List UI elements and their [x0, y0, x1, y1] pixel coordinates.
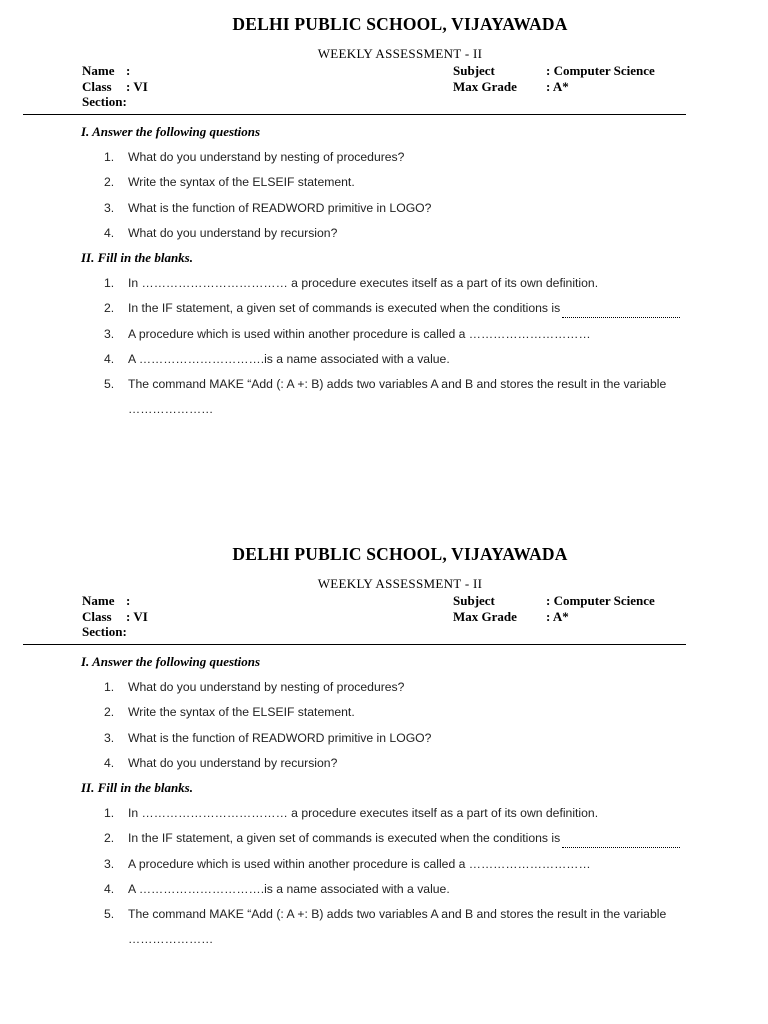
question-text: Write the syntax of the ELSEIF statement. — [128, 705, 355, 720]
subject-row — [453, 63, 655, 79]
grade-label: Max Grade — [453, 608, 517, 624]
class-label: Class — [82, 608, 112, 624]
student-info — [82, 63, 148, 110]
subject-label: Subject — [453, 63, 495, 78]
item-number: 2. — [104, 301, 115, 316]
school-title: DELHI PUBLIC SCHOOL, VIJAYAWADA — [232, 544, 568, 564]
name-row — [82, 63, 148, 79]
section-2-title: II. Fill in the blanks. — [81, 250, 193, 265]
subject-value: : Computer Science — [546, 593, 655, 608]
list-item — [0, 326, 768, 351]
name-label: Name — [82, 593, 115, 608]
question-text: The command MAKE “Add (: A +: B) adds two variables A and B and stores the result in the variable ………………… — [128, 377, 667, 417]
section-1-title: I. Answer the following questions — [81, 124, 261, 139]
grade-label: Max Grade — [453, 78, 517, 94]
assessment-sheet-2 — [0, 530, 768, 1000]
question-text: Write the syntax of the ELSEIF statement. — [128, 175, 355, 190]
list-item — [0, 225, 768, 250]
answer-questions-list — [0, 149, 768, 250]
question-text: In the IF statement, a given set of commands is executed when the conditions is — [128, 301, 561, 316]
school-title: DELHI PUBLIC SCHOOL, VIJAYAWADA — [232, 14, 568, 34]
section-1-title: I. Answer the following questions — [81, 654, 261, 669]
section-label: Section — [82, 624, 123, 639]
header-divider — [23, 114, 686, 115]
list-item — [0, 906, 768, 957]
question-text: What is the function of READWORD primitive in LOGO? — [128, 200, 432, 215]
section-value: : — [122, 94, 127, 109]
exam-info — [453, 63, 655, 94]
section-2-title: II. Fill in the blanks. — [81, 780, 193, 795]
section-row — [82, 624, 148, 640]
question-text: In the IF statement, a given set of commands is executed when the conditions is — [128, 831, 561, 846]
list-item — [0, 805, 768, 830]
item-number: 3. — [104, 326, 115, 341]
question-text: A procedure which is used within another procedure is called a ………………………… — [128, 326, 591, 341]
question-text: A ………………………….is a name associated with a value. — [128, 881, 450, 896]
list-item — [0, 679, 768, 704]
grade-row — [453, 79, 655, 95]
item-number: 2. — [104, 175, 115, 190]
question-text: In ……………………………… a procedure executes itself as a part of its own definition. — [128, 276, 599, 290]
class-value: : VI — [126, 608, 148, 624]
question-text: In ……………………………… a procedure executes itself as a part of its own definition. — [128, 806, 599, 820]
fill-blanks-list — [0, 275, 768, 427]
question-text: What do you understand by nesting of procedures? — [128, 150, 405, 164]
item-number: 5. — [104, 907, 115, 922]
question-text: What do you understand by nesting of procedures? — [128, 680, 405, 694]
list-item — [0, 149, 768, 174]
list-item — [0, 200, 768, 225]
name-row — [82, 593, 148, 609]
list-item — [0, 856, 768, 881]
item-number: 3. — [104, 856, 115, 871]
answer-questions-list — [0, 679, 768, 780]
list-item — [0, 755, 768, 780]
question-text: What do you understand by recursion? — [128, 755, 338, 770]
item-number: 2. — [104, 705, 115, 720]
class-value: : VI — [126, 78, 148, 94]
subject-value: : Computer Science — [546, 63, 655, 78]
list-item — [0, 730, 768, 755]
item-number: 1. — [104, 680, 115, 694]
grade-value: : A* — [546, 608, 569, 624]
list-item — [0, 300, 768, 325]
item-number: 1. — [104, 276, 115, 290]
item-number: 4. — [104, 881, 115, 896]
item-number: 3. — [104, 730, 115, 745]
section-value: : — [122, 624, 127, 639]
name-value: : — [126, 63, 131, 78]
list-item — [0, 174, 768, 199]
question-text: What is the function of READWORD primitive in LOGO? — [128, 730, 432, 745]
item-number: 1. — [104, 150, 115, 164]
subject-row — [453, 593, 655, 609]
answer-blank-line — [562, 847, 680, 848]
question-text: What do you understand by recursion? — [128, 225, 338, 240]
section-label: Section — [82, 94, 123, 109]
item-number: 5. — [104, 377, 115, 392]
student-info — [82, 593, 148, 640]
class-row — [82, 79, 148, 95]
item-number: 4. — [104, 351, 115, 366]
assessment-sheet-1 — [0, 0, 768, 470]
header-divider — [23, 644, 686, 645]
grade-value: : A* — [546, 78, 569, 94]
name-value: : — [126, 593, 131, 608]
list-item — [0, 275, 768, 300]
exam-title: WEEKLY ASSESSMENT - II — [317, 46, 483, 61]
item-number: 2. — [104, 831, 115, 846]
name-label: Name — [82, 63, 115, 78]
question-text: A ………………………….is a name associated with a value. — [128, 351, 450, 366]
class-label: Class — [82, 78, 112, 94]
exam-title: WEEKLY ASSESSMENT - II — [317, 576, 483, 591]
class-row — [82, 609, 148, 625]
subject-label: Subject — [453, 593, 495, 608]
section-row — [82, 94, 148, 110]
list-item — [0, 376, 768, 427]
item-number: 4. — [104, 755, 115, 770]
grade-row — [453, 609, 655, 625]
item-number: 3. — [104, 200, 115, 215]
question-text: A procedure which is used within another procedure is called a ………………………… — [128, 856, 591, 871]
fill-blanks-list — [0, 805, 768, 957]
exam-info — [453, 593, 655, 624]
list-item — [0, 704, 768, 729]
item-number: 1. — [104, 806, 115, 820]
answer-blank-line — [562, 317, 680, 318]
question-text: The command MAKE “Add (: A +: B) adds two variables A and B and stores the result in the variable ………………… — [128, 907, 667, 947]
list-item — [0, 830, 768, 855]
item-number: 4. — [104, 225, 115, 240]
